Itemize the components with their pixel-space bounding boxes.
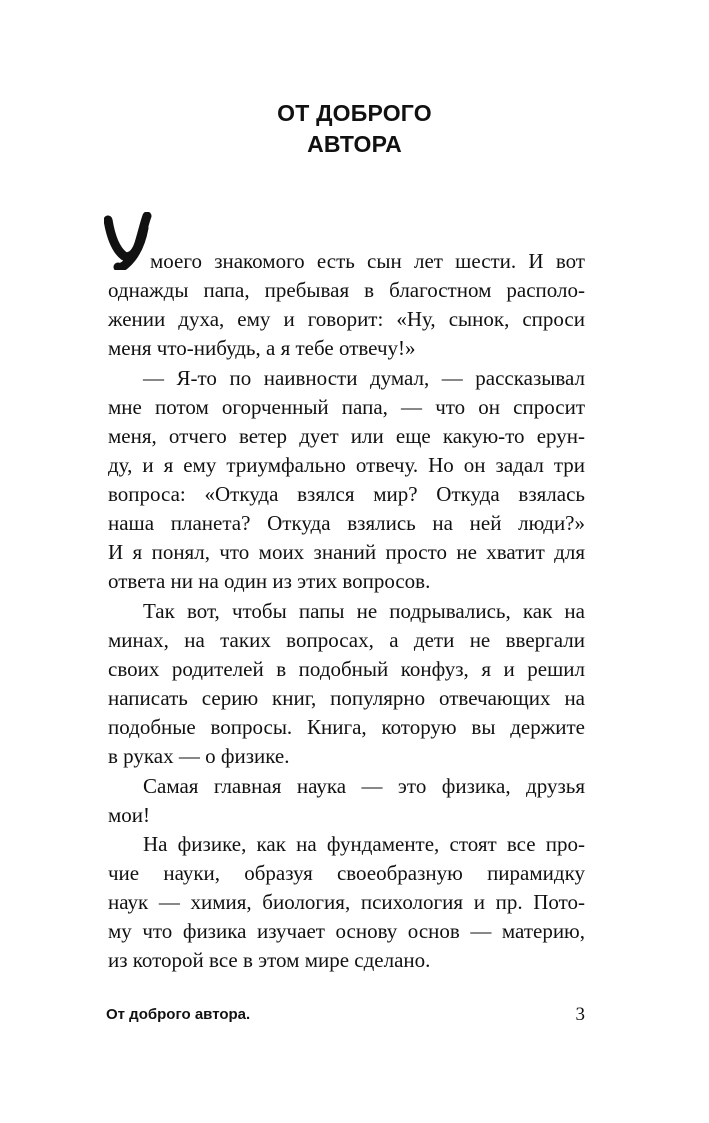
chapter-title-line-2: АВТОРА [307, 131, 402, 157]
chapter-title [0, 98, 709, 160]
text-line: минах, на таких вопросах, а дети не ввергали [108, 628, 585, 652]
text-line: в руках — о физике. [108, 744, 290, 768]
text-line: вопроса: «Откуда взялся мир? Откуда взялась [108, 482, 585, 506]
text-line: из которой все в этом мире сделано. [108, 948, 431, 972]
text-line: И я понял, что моих знаний просто не хватит для [108, 540, 585, 564]
text-line: моего знакомого есть сын лет шести. И вот [150, 249, 585, 273]
text-line: чие науки, образуя своеобразную пирамидку [108, 861, 585, 885]
drop-cap [104, 212, 154, 270]
text-line: наук — химия, биология, психология и пр. Пото- [108, 890, 585, 914]
text-line: своих родителей в подобный конфуз, я и решил [108, 657, 585, 681]
chapter-title-line-1: ОТ ДОБРОГО [277, 100, 432, 126]
text-line: однажды папа, пребывая в благостном располо- [108, 278, 585, 302]
text-line: меня, отчего ветер дует или еще какую-то ерун- [108, 424, 585, 448]
text-line: ответа ни на один из этих вопросов. [108, 569, 431, 593]
text-line: наша планета? Откуда взялись на ней люди?» [108, 511, 585, 535]
text-line: мои! [108, 803, 151, 827]
text-line: — Я-то по наивности думал, — рассказывал [143, 366, 585, 390]
text-line: На физике, как на фундаменте, стоят все про- [143, 832, 585, 856]
text-line: ду, и я ему триумфально отвечу. Но он задал три [108, 453, 585, 477]
text-line: подобные вопросы. Книга, которую вы держите [108, 715, 585, 739]
page-number: 3 [575, 1004, 585, 1025]
text-line: жении духа, ему и говорит: «Ну, сынок, спроси [108, 307, 585, 331]
text-line: меня что-нибудь, а я тебе отвечу!» [108, 336, 416, 360]
text-line: Самая главная наука — это физика, друзья [143, 774, 585, 798]
text-line: написать серию книг, популярно отвечающих на [108, 686, 585, 710]
text-line: мне потом огорченный папа, — что он спросит [108, 395, 585, 419]
running-footer-title: От доброго автора. [106, 1006, 251, 1023]
text-line: му что физика изучает основу основ — материю, [108, 919, 585, 943]
text-line: Так вот, чтобы папы не подрывались, как на [143, 599, 585, 623]
